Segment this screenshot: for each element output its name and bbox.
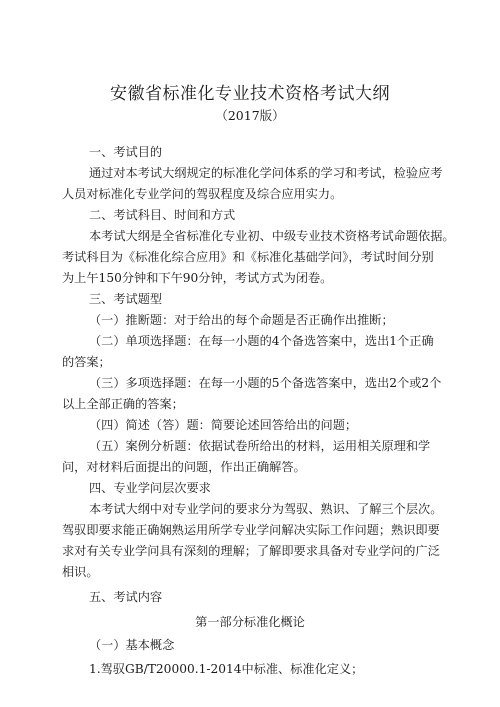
list-item-continued: 问，对材料后面提出的问题，作出正确解答。 — [62, 460, 306, 474]
paragraph-line: 驾驭即要求能正确娴熟运用所学专业学问解决实际工作问题；熟识即要 — [62, 523, 440, 537]
paragraph-line: 考试科目为《标准化综合应用》和《标准化基础学问》，考试时间分别 — [62, 250, 434, 264]
paragraph-line: 为上午150分钟和下午90分钟，考试方式为闭卷。 — [62, 271, 333, 285]
section-heading: 二、考试科目、时间和方式 — [89, 208, 236, 222]
list-item: （一）推断题：对于给出的每个命题是否正确作出推断； — [89, 313, 394, 327]
section-heading: 五、考试内容 — [89, 590, 163, 604]
subsection-heading: （一）基本概念 — [89, 638, 175, 652]
list-item-continued: 以上全部正确的答案； — [62, 397, 184, 411]
part-title: 第一部分标准化概论 — [195, 615, 305, 629]
paragraph-line: 相识。 — [62, 565, 99, 579]
list-item: （四）简述（答）题：简要论述回答给出的问题； — [89, 418, 358, 432]
list-item: （五）案例分析题：依据试卷所给出的材料，运用相关原理和学 — [89, 439, 431, 453]
section-heading: 一、考试目的 — [89, 145, 163, 159]
list-item: （二）单项选择题：在每一小题的4个备选答案中，选出1个正确 — [89, 334, 434, 348]
section-heading: 四、专业学问层次要求 — [89, 481, 211, 495]
paragraph-line: 通过对本考试大纲规定的标准化学问体系的学习和考试，检验应考 — [89, 166, 443, 180]
paragraph-line: 求对有关专业学问具有深刻的理解；了解即要求具备对专业学问的广泛 — [62, 544, 440, 558]
paragraph-line: 人员对标准化专业学问的驾驭程度及综合应用实力。 — [62, 187, 343, 201]
list-item: 1.驾驭GB/T20000.1-2014中标准、标准化定义； — [89, 662, 364, 676]
document-edition: （2017版） — [215, 108, 285, 123]
list-item: （三）多项选择题：在每一小题的5个备选答案中，选出2个或2个 — [89, 376, 442, 390]
section-heading: 三、考试题型 — [89, 292, 163, 306]
paragraph-line: 本考试大纲是全省标准化专业初、中级专业技术资格考试命题依据。 — [89, 229, 455, 243]
document-title: 安徽省标准化专业技术资格考试大纲 — [110, 84, 390, 104]
paragraph-line: 本考试大纲中对专业学问的要求分为驾驭、熟识、了解三个层次。 — [89, 502, 443, 516]
list-item-continued: 的答案； — [62, 355, 111, 369]
